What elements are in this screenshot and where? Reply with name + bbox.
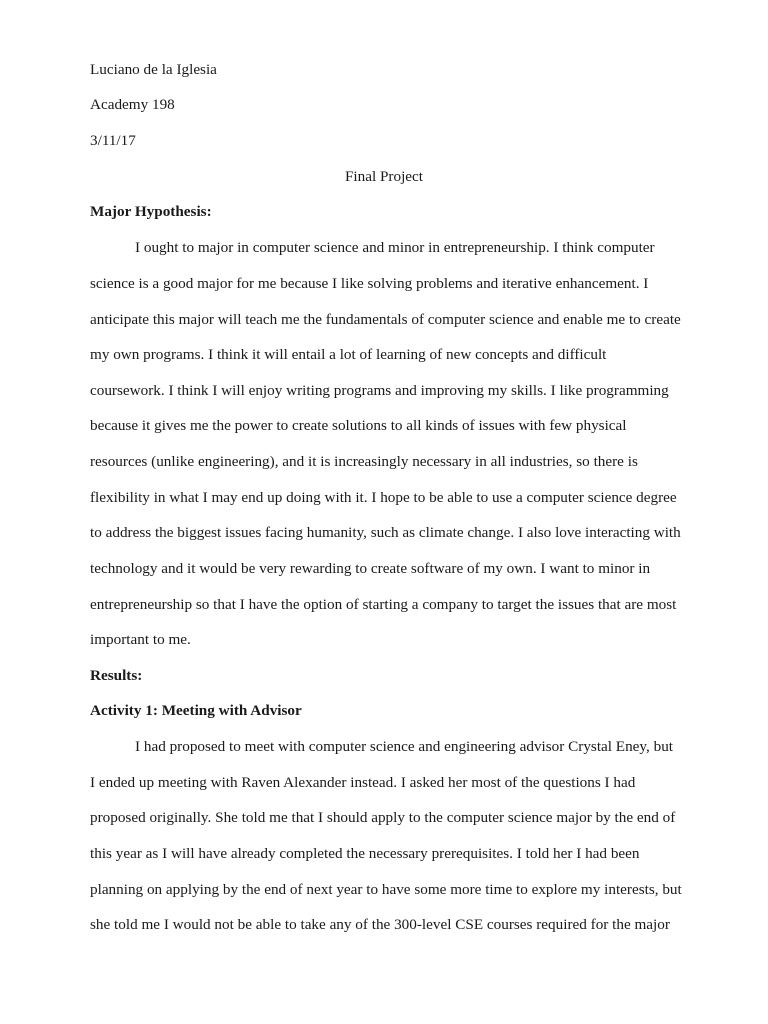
paragraph-line: coursework. I think I will enjoy writing programs and improving my skills. I like programming: [90, 382, 669, 399]
document-date: 3/11/17: [90, 132, 136, 149]
activity1-heading: Activity 1: Meeting with Advisor: [90, 702, 302, 719]
paragraph-line: proposed originally. She told me that I should apply to the computer science major by the end of: [90, 809, 676, 826]
paragraph-line: important to me.: [90, 631, 191, 648]
paragraph-line: technology and it would be very rewarding to create software of my own. I want to minor in: [90, 560, 651, 577]
course-name: Academy 198: [90, 96, 175, 113]
paragraph-line: I ought to major in computer science and minor in entrepreneurship. I think computer: [135, 239, 655, 256]
paragraph-line: flexibility in what I may end up doing with it. I hope to be able to use a computer science degree: [90, 489, 677, 506]
results-heading: Results:: [90, 667, 143, 684]
paragraph-line: because it gives me the power to create solutions to all kinds of issues with few physical: [90, 417, 627, 434]
paragraph-line: I had proposed to meet with computer science and engineering advisor Crystal Eney, but: [135, 738, 674, 755]
paragraph-line: resources (unlike engineering), and it is increasingly necessary in all industries, so there is: [90, 453, 638, 470]
paragraph-line: science is a good major for me because I like solving problems and iterative enhancement. I: [90, 275, 649, 292]
paragraph-line: my own programs. I think it will entail a lot of learning of new concepts and difficult: [90, 346, 607, 363]
paragraph-line: she told me I would not be able to take any of the 300-level CSE courses required for the major: [90, 916, 670, 933]
paragraph-line: planning on applying by the end of next year to have some more time to explore my interests, but: [90, 881, 682, 898]
major-hypothesis-heading: Major Hypothesis:: [90, 203, 212, 220]
paragraph-line: entrepreneurship so that I have the option of starting a company to target the issues that are most: [90, 596, 677, 613]
paragraph-line: I ended up meeting with Raven Alexander instead. I asked her most of the questions I had: [90, 774, 636, 791]
paragraph-line: anticipate this major will teach me the fundamentals of computer science and enable me to create: [90, 311, 681, 328]
document-title: Final Project: [344, 168, 424, 185]
paragraph-line: this year as I will have already completed the necessary prerequisites. I told her I had been: [90, 845, 640, 862]
paragraph-line: to address the biggest issues facing humanity, such as climate change. I also love interacting with: [90, 524, 681, 541]
author-name: Luciano de la Iglesia: [90, 61, 217, 78]
